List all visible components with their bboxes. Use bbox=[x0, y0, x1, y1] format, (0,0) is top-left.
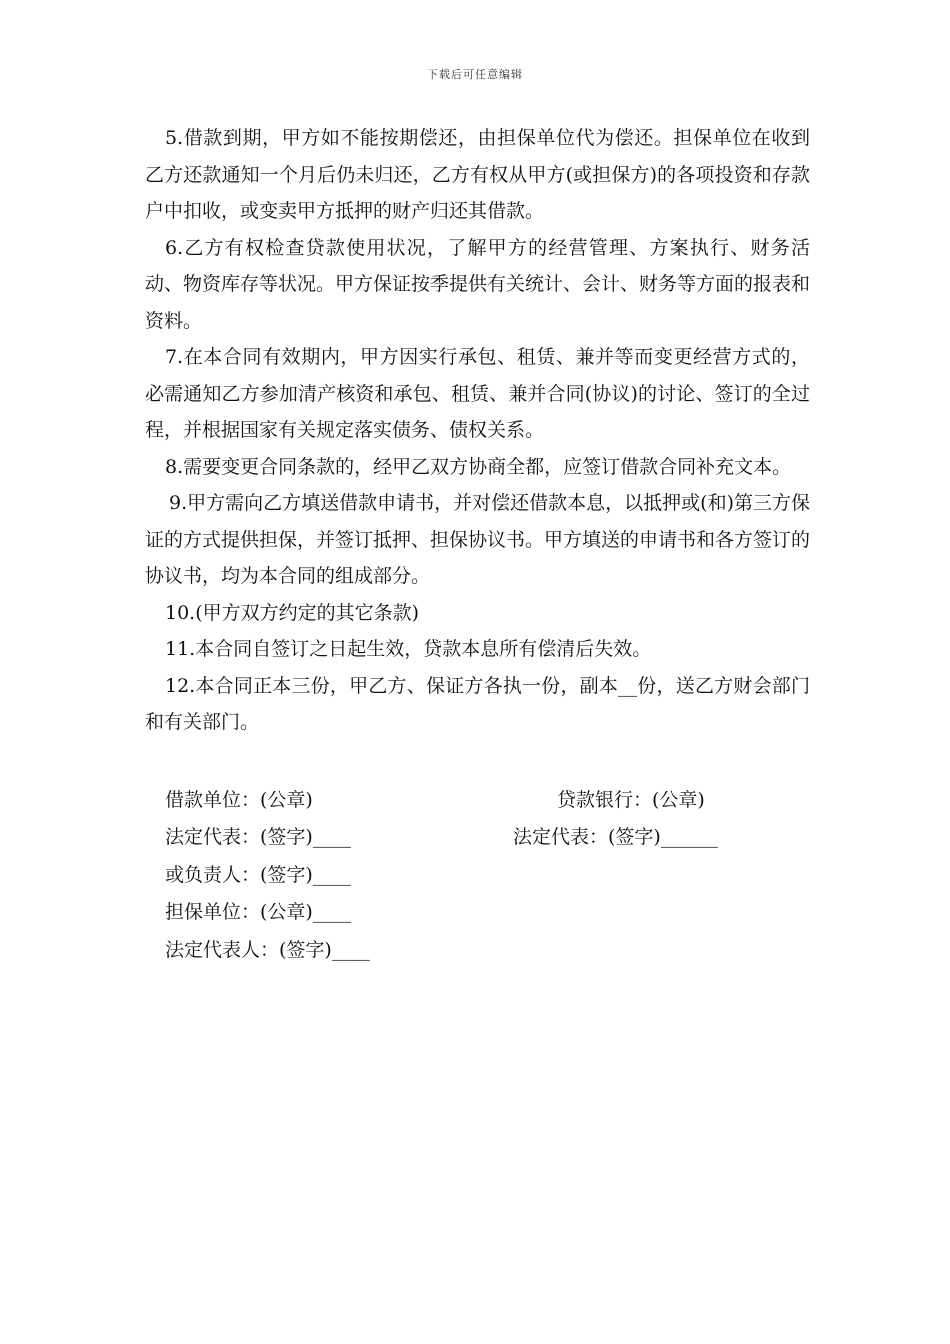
borrower-unit-seal: 借款单位：(公章) bbox=[165, 789, 313, 811]
page-header: 下载后可任意编辑 bbox=[427, 68, 523, 81]
borrower-representative-signature: 法定代表：(签字)____ bbox=[165, 826, 351, 848]
bank-representative-signature: 法定代表：(签字)______ bbox=[513, 826, 718, 848]
clause-6: 6.乙方有权检查贷款使用状况，了解甲方的经营管理、方案执行、财务活动、物资库存等状况。甲方保证按季提供有关统计、会计、财务等方面的报表和资料。 bbox=[145, 236, 811, 332]
clause-9: 9.甲方需向乙方填送借款申请书，并对偿还借款本息，以抵押或(和)第三方保证的方式提供担保，并签订抵押、担保协议书。甲方填送的申请书和各方签订的协议书，均为本合同的组成部分。 bbox=[145, 492, 811, 587]
lending-bank-seal: 贷款银行：(公章) bbox=[557, 789, 705, 811]
clause-10: 10.(甲方双方约定的其它条款) bbox=[165, 601, 420, 624]
contract-body bbox=[145, 120, 810, 741]
responsible-person-signature: 或负责人：(签字)____ bbox=[165, 864, 351, 886]
clause-12: 12.本合同正本三份，甲乙方、保证方各执一份，副本__份，送乙方财会部门和有关部门。 bbox=[145, 674, 810, 733]
clause-7: 7.在本合同有效期内，甲方因实行承包、租赁、兼并等而变更经营方式的，必需通知乙方参加清产核资和承包、租赁、兼并合同(协议)的讨论、签订的全过程，并根据国家有关规定落实债务、债权关系。 bbox=[145, 346, 810, 441]
clause-5: 5.借款到期，甲方如不能按期偿还，由担保单位代为偿还。担保单位在收到乙方还款通知一个月后仍未归还，乙方有权从甲方(或担保方)的各项投资和存款户中扣收，或变卖甲方抵押的财产归还其借款。 bbox=[145, 127, 810, 222]
guarantor-unit-seal: 担保单位：(公章)____ bbox=[165, 901, 351, 923]
clause-8: 8.需要变更合同条款的，经甲乙双方协商全都，应签订借款合同补充文本。 bbox=[165, 455, 792, 478]
guarantor-representative-signature: 法定代表人：(签字)____ bbox=[165, 939, 370, 961]
clause-11: 11.本合同自签订之日起生效，贷款本息所有偿清后失效。 bbox=[165, 638, 652, 660]
